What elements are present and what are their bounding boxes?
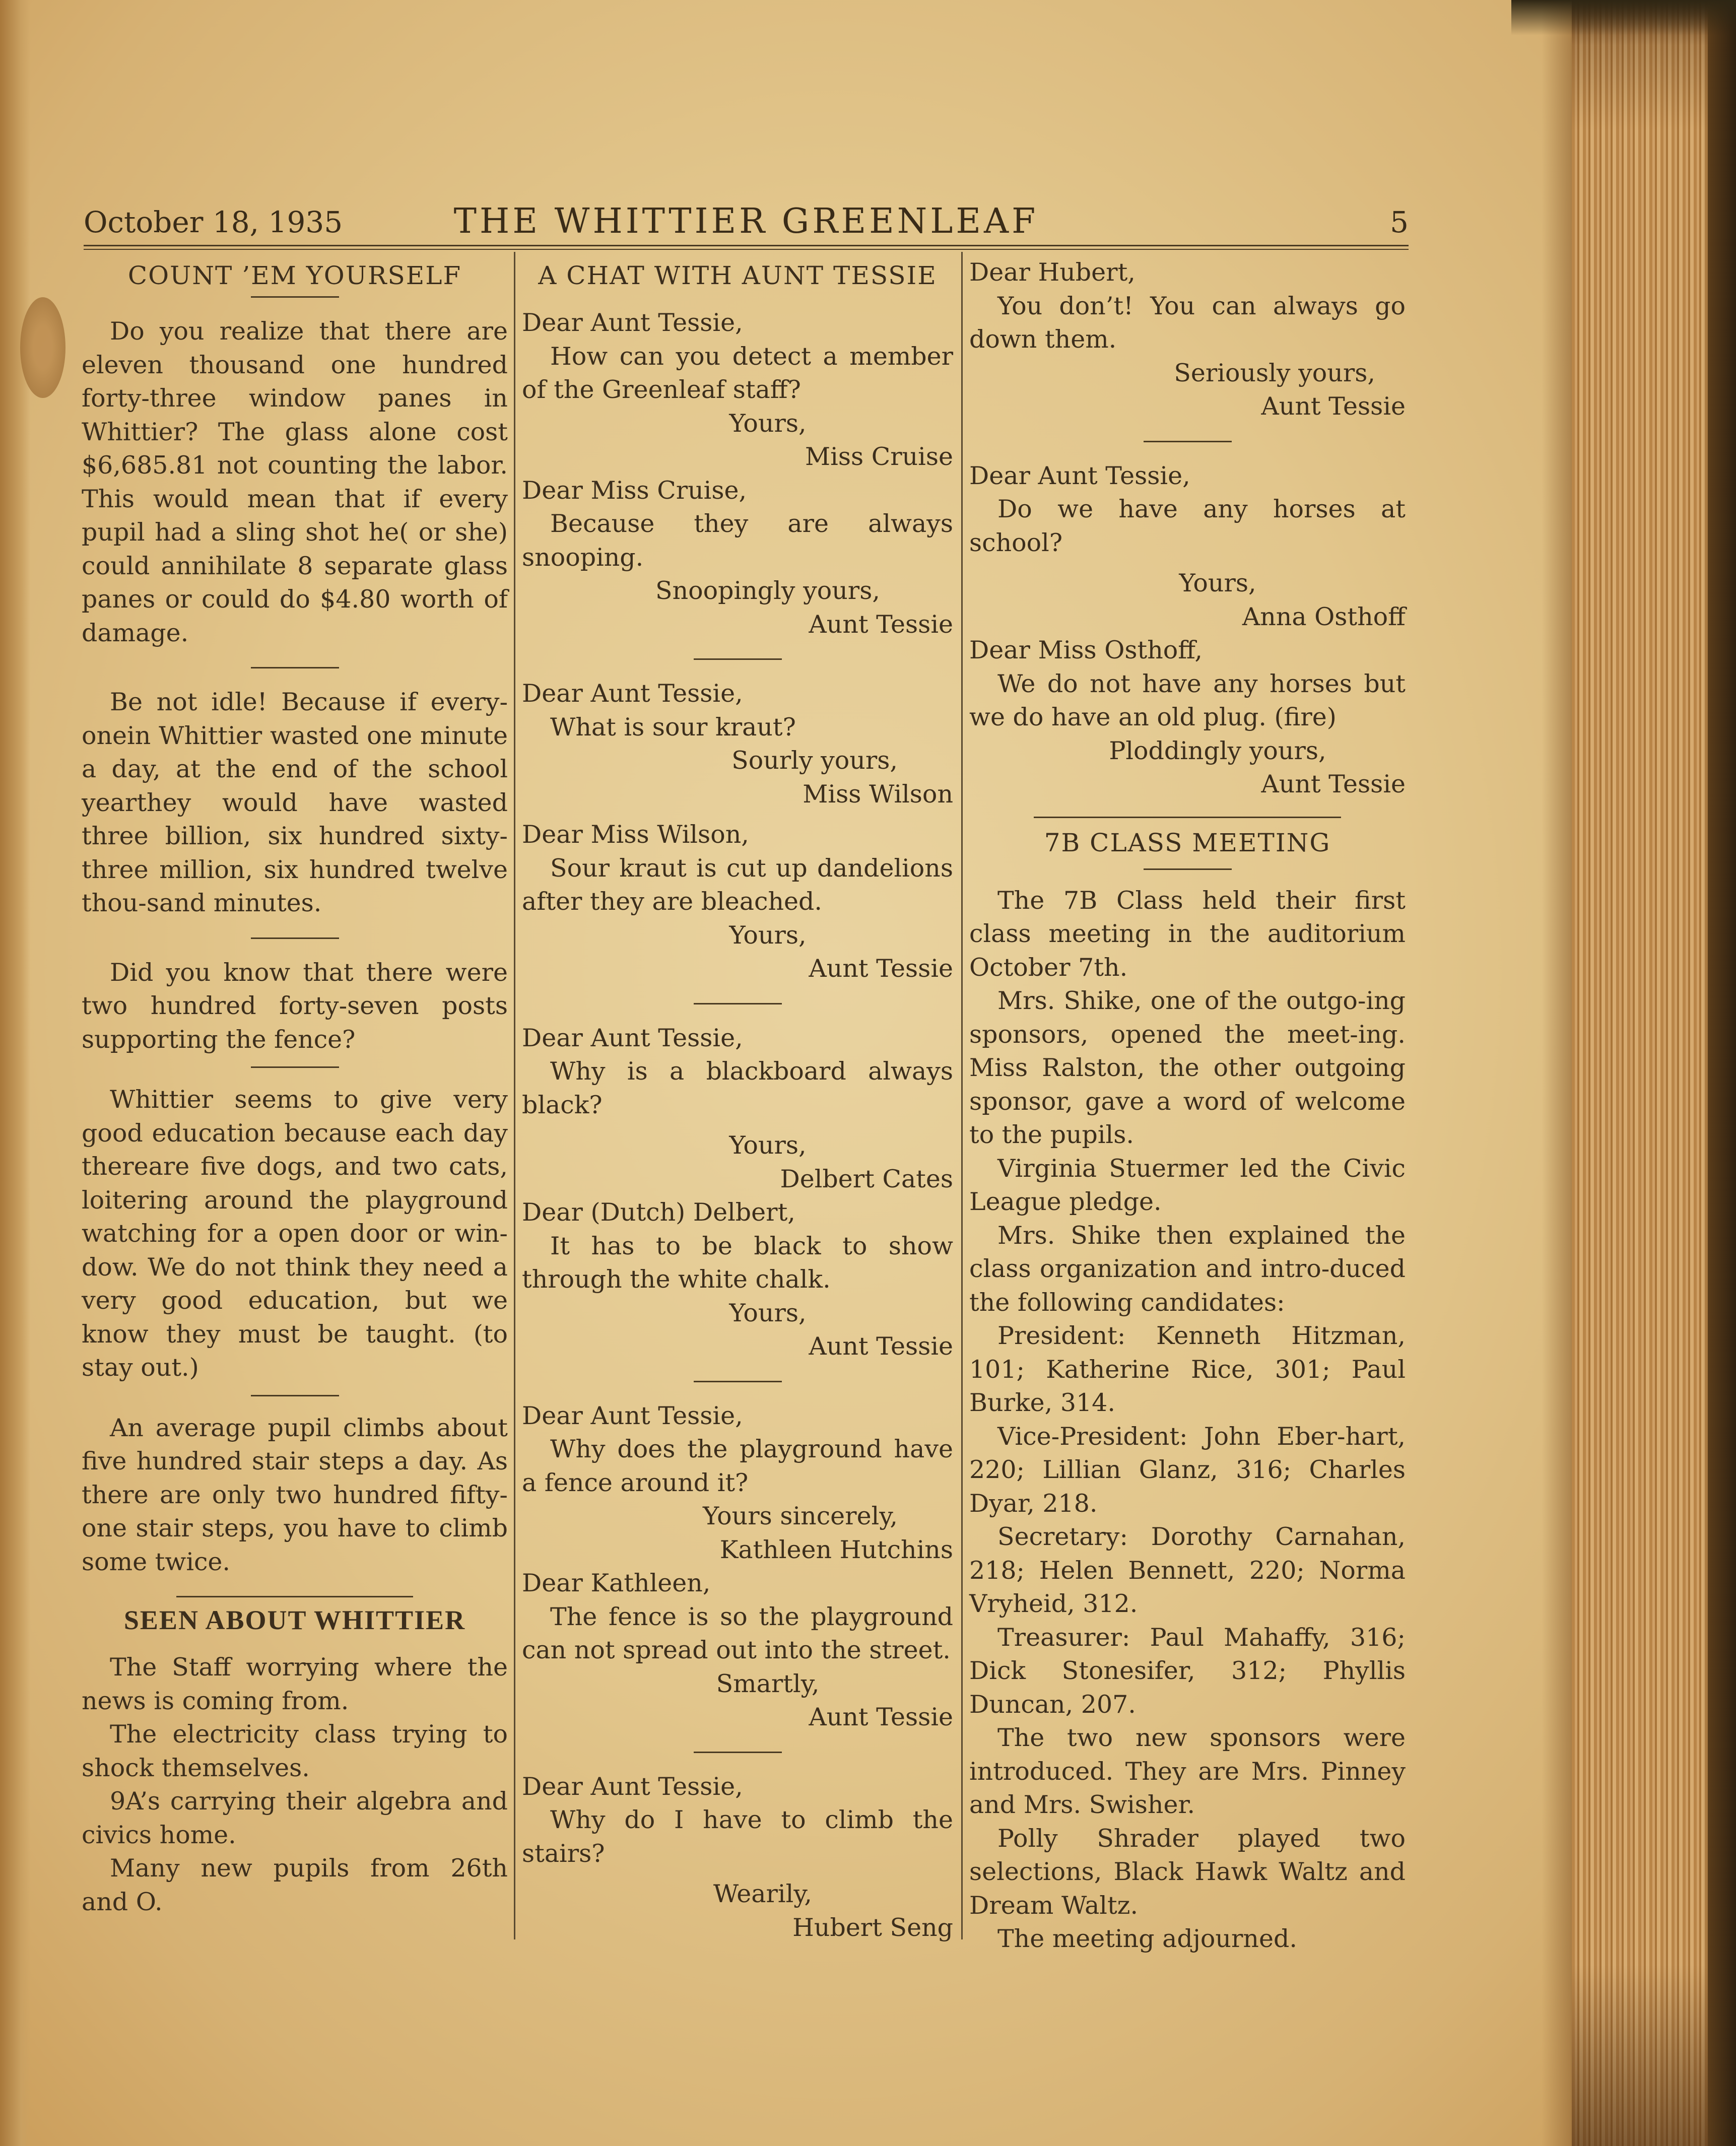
divider <box>1144 441 1232 442</box>
divider <box>251 667 339 668</box>
column-rule-1 <box>514 252 515 1939</box>
seen-item-3: 9A’s carrying their algebra and civics home. <box>82 1787 508 1849</box>
column-2 <box>522 256 953 1969</box>
reply-salutation: Dear Miss Osthoff, <box>969 636 1203 664</box>
letter-signature: Kathleen Hutchins <box>719 1535 953 1564</box>
reply-closing: Seriously yours, <box>1174 358 1375 387</box>
letter-salutation: Dear Aunt Tessie, <box>522 1023 743 1052</box>
reply-salutation: Dear (Dutch) Delbert, <box>522 1198 795 1227</box>
divider <box>176 1596 413 1597</box>
divider <box>1034 817 1341 818</box>
binding-hole <box>20 297 65 398</box>
reply-body: Because they are always snooping. <box>522 509 953 572</box>
candidates-president: President: Kenneth Hitzman, 101; Katherine Rice, 301; Paul Burke, 314. <box>969 1321 1406 1417</box>
column-1 <box>82 256 508 1969</box>
meeting-heading: 7B CLASS MEETING <box>1044 828 1331 857</box>
letter-body: What is sour kraut? <box>550 712 796 742</box>
reply-closing: Ploddingly yours, <box>1109 736 1326 765</box>
reply-signature: Aunt Tessie <box>809 1703 953 1731</box>
letter-signature: Miss Wilson <box>803 779 953 809</box>
letter-signature: Miss Cruise <box>805 442 953 471</box>
letter-signature: Anna Osthoff <box>1242 602 1406 631</box>
count-paragraph-4: Whittier seems to give very good education because each day thereare five dogs, and two cats, loitering around the playground watching for a open door or win-dow. We do not think they need a very good education, but we know they must be taught. (to stay out.) <box>82 1085 508 1382</box>
count-heading: COUNT ’EM YOURSELF <box>127 261 462 290</box>
meeting-paragraph-1: The 7B Class held their first class meeting in the auditorium October 7th. <box>969 886 1406 982</box>
count-paragraph-1: Do you realize that there are eleven thousand one hundred forty-three window panes in Whittier? The glass alone cost $6,685.81 not counting the labor. This would mean that if every pupil had a sling shot he( or she) could annihilate 8 separate glass panes or could do $4.80 worth of damage. <box>82 317 508 647</box>
letter-salutation: Dear Aunt Tessie, <box>522 1401 743 1430</box>
reply-signature: Aunt Tessie <box>1261 392 1406 421</box>
reply-body: Sour kraut is cut up dandelions after they are bleached. <box>522 853 953 916</box>
reply-signature: Aunt Tessie <box>809 610 953 639</box>
letter-salutation: Dear Aunt Tessie, <box>522 1772 743 1801</box>
top-corner-shadow <box>1511 0 1736 35</box>
letter-signature: Hubert Seng <box>792 1913 953 1942</box>
divider <box>694 1381 782 1382</box>
count-paragraph-2: Be not idle! Because if every-onein Whittier wasted one minute a day, at the end of the school yearthey would have wasted three billion, six hundred sixty-three million, six hundred twelve thou-sand minutes. <box>82 688 508 917</box>
meeting-paragraph-3: Virginia Stuermer led the Civic League pledge. <box>969 1154 1406 1216</box>
meeting-paragraph-9: The two new sponsors were introduced. They are Mrs. Pinney and Mrs. Swisher. <box>969 1723 1406 1819</box>
meeting-paragraph-4: Mrs. Shike then explained the class organization and intro-duced the following candidates: <box>969 1221 1406 1317</box>
column-3 <box>969 256 1406 1969</box>
reply-salutation: Dear Kathleen, <box>522 1569 711 1597</box>
reply-body: It has to be black to show through the white chalk. <box>522 1231 953 1294</box>
seen-heading: SEEN ABOUT WHITTIER <box>123 1605 466 1635</box>
seen-item-1: The Staff worrying where the news is coming from. <box>82 1653 508 1715</box>
letter-body: How can you detect a member of the Greenleaf staff? <box>522 342 953 404</box>
seen-item-4: Many new pupils from 26th and O. <box>82 1854 508 1916</box>
candidates-treasurer: Treasurer: Paul Mahaffy, 316; Dick Stonesifer, 312; Phyllis Duncan, 207. <box>969 1623 1406 1719</box>
reply-signature: Aunt Tessie <box>1261 770 1406 798</box>
meeting-paragraph-10: Polly Shrader played two selections, Black Hawk Waltz and Dream Waltz. <box>969 1824 1406 1920</box>
count-paragraph-5: An average pupil climbs about five hundred stair steps a day. As there are only two hundred fifty-one stair steps, you have to climb some twice. <box>82 1413 508 1576</box>
letter-closing: Yours sincerely, <box>703 1502 898 1530</box>
reply-salutation: Dear Miss Cruise, <box>522 476 747 505</box>
reply-closing: Yours, <box>729 1298 807 1327</box>
divider <box>694 1752 782 1753</box>
reply-closing: Smartly, <box>716 1669 820 1698</box>
reply-signature: Aunt Tessie <box>809 954 953 983</box>
divider <box>1144 868 1232 870</box>
chat-heading: A CHAT WITH AUNT TESSIE <box>538 261 937 290</box>
reply-body: We do not have any horses but we do have an old plug. (fire) <box>969 669 1406 731</box>
letter-salutation: Dear Aunt Tessie, <box>969 461 1190 490</box>
meeting-paragraph-11: The meeting adjourned. <box>997 1924 1297 1953</box>
letter-body: Why do I have to climb the stairs? <box>522 1805 953 1868</box>
reply-body: You don’t! You can always go down them. <box>969 291 1406 354</box>
letter-body: Why is a blackboard always black? <box>522 1057 953 1119</box>
reply-salutation: Dear Miss Wilson, <box>522 820 749 849</box>
letter-closing: Yours, <box>1179 569 1256 597</box>
letter-salutation: Dear Aunt Tessie, <box>522 679 743 708</box>
page-number: 5 <box>1390 205 1409 239</box>
letter-closing: Wearily, <box>713 1880 812 1908</box>
letter-signature: Delbert Cates <box>780 1164 953 1193</box>
book-spine <box>1708 0 1736 2146</box>
divider <box>251 1066 339 1068</box>
letter-body: Why does the playground have a fence around it? <box>522 1435 953 1497</box>
divider <box>694 658 782 660</box>
divider <box>694 1003 782 1004</box>
masthead <box>84 199 1409 250</box>
seen-item-2: The electricity class trying to shock themselves. <box>82 1720 508 1782</box>
letter-closing: Sourly yours, <box>731 746 898 775</box>
reply-salutation: Dear Hubert, <box>969 258 1136 287</box>
newspaper-title: THE WHITTIER GREENLEAF <box>453 202 1039 241</box>
divider <box>251 296 339 298</box>
reply-signature: Aunt Tessie <box>809 1332 953 1361</box>
column-rule-2 <box>961 252 963 1939</box>
masthead-rule <box>84 245 1409 250</box>
reply-closing: Yours, <box>729 920 807 950</box>
letter-closing: Yours, <box>729 409 807 438</box>
divider <box>251 1395 339 1396</box>
letter-salutation: Dear Aunt Tessie, <box>522 308 743 337</box>
candidates-secretary: Secretary: Dorothy Carnahan, 218; Helen Bennett, 220; Norma Vryheid, 312. <box>969 1522 1406 1618</box>
letter-body: Do we have any horses at school? <box>969 495 1406 557</box>
candidates-vice-president: Vice-President: John Eber-hart, 220; Lillian Glanz, 316; Charles Dyar, 218. <box>969 1422 1406 1518</box>
reply-body: The fence is so the playground can not spread out into the street. <box>522 1602 953 1664</box>
divider <box>251 937 339 939</box>
meeting-paragraph-2: Mrs. Shike, one of the outgo-ing sponsors, opened the meet-ing. Miss Ralston, the other outgoing sponsor, gave a word of welcome to the pupils. <box>969 986 1406 1149</box>
letter-closing: Yours, <box>729 1131 807 1160</box>
reply-closing: Snoopingly yours, <box>655 576 880 605</box>
count-paragraph-3: Did you know that there were two hundred forty-seven posts supporting the fence? <box>82 958 508 1054</box>
issue-date: October 18, 1935 <box>84 205 343 239</box>
